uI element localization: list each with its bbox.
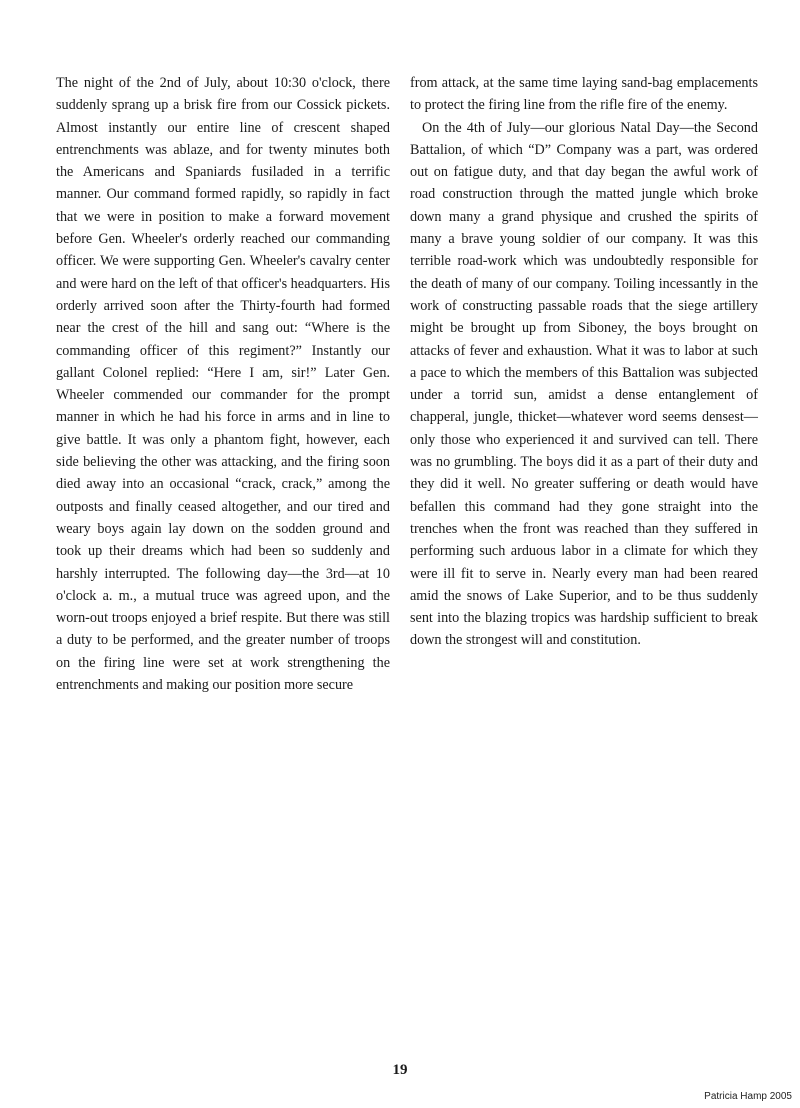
right-paragraph-2: On the 4th of July—our glorious Natal Day—the Second Battalion, of which “D” Company was a part, was ordered out on fatigue duty, and that day began the awful work of road construction through the matted jungle which broke down many a grand physique and crushed the spirits of many a brave young soldier of our company. It was this terrible road-work which was undoubtedly responsible for the death of many of our company. Toiling incessantly in the work of constructing passable roads that the siege artillery might be brought up from Siboney, the boys brought on attacks of fever and exhaustion. What it was to labor at such a pace to which the members of this Battalion was subjected under a torrid sun, amidst a dense entanglement of chapperal, jungle, thicket—whatever word seems densest—only those who experienced it and survived can tell. There was no grumbling. The boys did it as a part of their duty and they did it well. No greater suffering or death would have befallen this command had they gone straight into the trenches when the front was reached than they suffered in performing such arduous labor in a climate for which they were ill fit to serve in. Nearly every man had been reared amid the snows of Lake Superior, and to be thus suddenly sent into the blazing tropics was hardship sufficient to break down the strongest will and constitution. bbox=[410, 119, 758, 649]
right-paragraph-1: from attack, at the same time laying sand-bag emplacements to protect the firing line from the rifle fire of the enemy. bbox=[410, 75, 758, 114]
credit-watermark: Patricia Hamp 2005 bbox=[704, 1091, 792, 1102]
left-column bbox=[56, 72, 390, 696]
right-column bbox=[410, 72, 758, 652]
page-number: 19 bbox=[392, 1062, 408, 1078]
left-paragraph-1: The night of the 2nd of July, about 10:30 o'clock, there suddenly sprang up a brisk fire from our Cossick pickets. Almost instantly our entire line of crescent shaped entrenchments was ablaze, and for twenty minutes both the Americans and Spaniards fusiladed in a terrific manner. Our command formed rapidly, so rapidly in fact that we were in position to make a forward movement before Gen. Wheeler's orderly reached our commanding officer. We were supporting Gen. Wheeler's cavalry center and were hard on the left of that officer's headquarters. His orderly arrived soon after the Thirty-fourth had formed near the crest of the hill and sang out: “Where is the commanding officer of this regiment?” Instantly our gallant Colonel replied: “Here I am, sir!” Later Gen. Wheeler commended our commander for the prompt manner in which he had his force in arms and in line to give battle. It was only a phantom fight, however, each side believing the other was attacking, and the firing soon died away into an occasional “crack, crack,” among the outposts and finally ceased altogether, and our tired and weary boys again lay down on the sodden ground and took up their dreams which had been so suddenly and harshly interrupted. The following day—the 3rd—at 10 o'clock a. m., a mutual truce was agreed upon, and the worn-out troops enjoyed a brief respite. But there was still a duty to be performed, and the greater number of troops on the firing line were set at work strengthening the entrenchments and making our position more secure bbox=[56, 75, 390, 694]
